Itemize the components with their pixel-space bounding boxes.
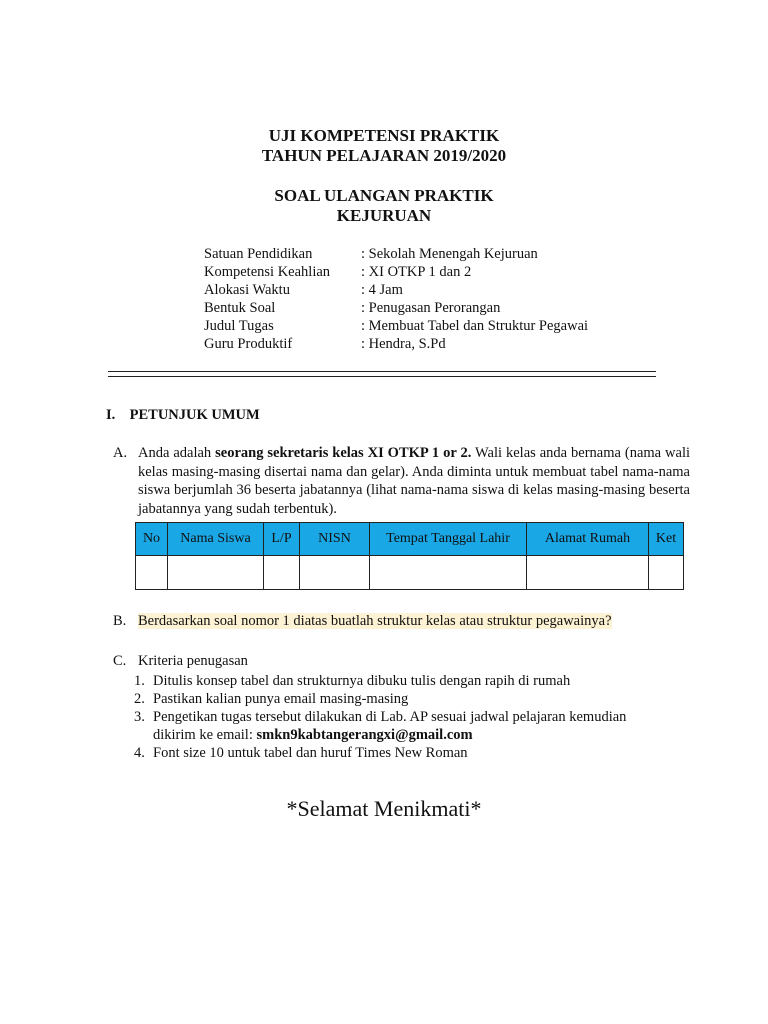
info-label: Satuan Pendidikan — [204, 246, 313, 262]
instruction-c-text: Kriteria penugasan — [138, 653, 248, 669]
title-line-1: UJI KOMPETENSI PRAKTIK — [268, 126, 500, 145]
bold-text: seorang sekretaris kelas XI OTKP 1 or 2. — [215, 445, 472, 461]
title-line-4: KEJURUAN — [336, 206, 432, 225]
table-cell — [370, 556, 527, 590]
info-label: Bentuk Soal — [204, 300, 276, 316]
info-label: Kompetensi Keahlian — [204, 264, 331, 280]
info-row — [204, 317, 588, 335]
list-number: 2. — [134, 691, 145, 707]
item-marker: A. — [113, 445, 128, 461]
divider-line — [108, 371, 656, 372]
list-text: Font size 10 untuk tabel dan huruf Times New Roman — [153, 745, 468, 761]
email-address: smkn9kabtangerangxi@gmail.com — [256, 727, 473, 743]
table-cell — [300, 556, 370, 590]
section-title: PETUNJUK UMUM — [129, 407, 260, 423]
info-row — [204, 299, 588, 317]
table-cell — [264, 556, 300, 590]
list-item — [134, 708, 653, 744]
instruction-b-text — [138, 612, 612, 631]
list-text: Pengetikan tugas tersebut dilakukan di Lab. AP sesuai jadwal pelajaran kemudian dikirim ke email: — [153, 709, 627, 743]
column-header: Nama Siswa — [168, 523, 264, 556]
list-number: 1. — [134, 673, 145, 689]
text-fragment: Anda adalah — [138, 445, 216, 461]
divider-line — [108, 376, 656, 377]
info-row — [204, 245, 588, 263]
list-item — [134, 744, 653, 762]
table-cell — [649, 556, 684, 590]
list-item — [134, 690, 653, 708]
info-label: Alokasi Waktu — [204, 282, 290, 298]
list-item — [134, 672, 653, 690]
table-header-row — [136, 523, 684, 556]
section-heading — [106, 407, 260, 424]
info-row — [204, 281, 588, 299]
column-header: No — [136, 523, 168, 556]
list-text: Pastikan kalian punya email masing-masing — [153, 691, 409, 707]
exam-title — [0, 126, 768, 166]
info-label: Judul Tugas — [204, 318, 274, 334]
info-row — [204, 263, 588, 281]
column-header: Ket — [649, 523, 684, 556]
list-number: 4. — [134, 745, 145, 761]
info-label: Guru Produktif — [204, 336, 293, 352]
item-marker: B. — [113, 613, 127, 629]
column-header: Alamat Rumah — [527, 523, 649, 556]
highlighted-text: Berdasarkan soal nomor 1 diatas buatlah struktur kelas atau struktur pegawainya? — [138, 613, 612, 629]
info-value: : 4 Jam — [361, 282, 403, 298]
title-line-2: TAHUN PELAJARAN 2019/2020 — [261, 146, 507, 165]
table-cell — [136, 556, 168, 590]
table-cell — [527, 556, 649, 590]
table-cell — [168, 556, 264, 590]
title-line-3: SOAL ULANGAN PRAKTIK — [274, 186, 494, 205]
exam-subtitle — [0, 186, 768, 226]
info-value: : XI OTKP 1 dan 2 — [361, 264, 472, 280]
criteria-list — [134, 672, 653, 762]
info-value: : Hendra, S.Pd — [361, 336, 446, 352]
list-number: 3. — [134, 709, 145, 725]
list-text: Ditulis konsep tabel dan strukturnya dibuku tulis dengan rapih di rumah — [153, 673, 571, 689]
text-fragment: Wali kelas anda bernama (nama wali kelas masing-masing disertai nama dan gelar). Anda diminta untuk membuat tabel nama-nama siswa berjumlah 36 beserta jabatannya (lihat nama-nama siswa di kelas masing-masing beserta jabatannya yang sudah terbentuk). — [138, 445, 691, 517]
column-header: Tempat Tanggal Lahir — [370, 523, 527, 556]
student-table — [135, 522, 684, 590]
item-marker: C. — [113, 653, 127, 669]
closing-message: *Selamat Menikmati* — [286, 796, 482, 821]
column-header: NISN — [300, 523, 370, 556]
instruction-a-text — [138, 444, 690, 518]
exam-info-list — [204, 245, 588, 353]
table-row — [136, 556, 684, 590]
info-value: : Sekolah Menengah Kejuruan — [361, 246, 538, 262]
section-number: I. — [106, 407, 116, 423]
column-header: L/P — [264, 523, 300, 556]
info-row — [204, 335, 588, 353]
info-value: : Penugasan Perorangan — [361, 300, 501, 316]
info-value: : Membuat Tabel dan Struktur Pegawai — [361, 318, 589, 334]
